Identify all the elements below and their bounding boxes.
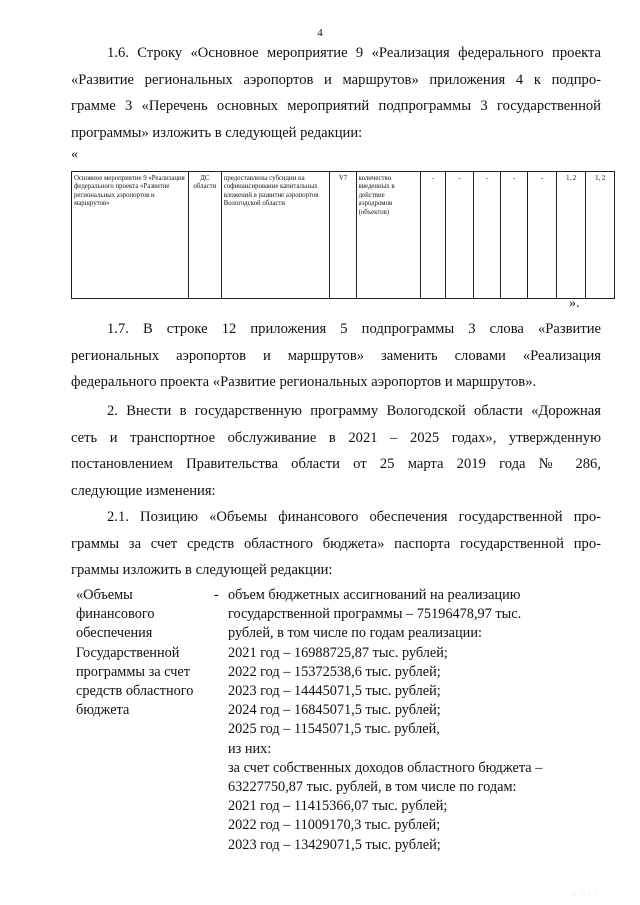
text-line: «Объемы <box>76 587 133 603</box>
text-line: 2. Внести в государственную программу Вологодской области «Дорожная <box>107 403 601 419</box>
scan-artifact: · · · · <box>573 892 600 898</box>
text-line: рублей, в том числе по годам реализации: <box>228 625 482 642</box>
text-line: Государственной <box>76 644 180 661</box>
table-row <box>72 172 615 299</box>
passport-dash: - <box>214 587 219 603</box>
text-line: 1.7. В строке 12 приложения 5 подпрограммы 3 слова «Развитие <box>107 321 601 337</box>
paragraph-1-6 <box>71 40 601 146</box>
text-line: средств областного <box>76 683 194 700</box>
measure-table <box>71 171 615 299</box>
table-cell-measure: Основное мероприятие 9 «Реализация федерального проекта «Развитие региональных аэропортов и маршрутов» <box>72 172 189 299</box>
table-cell-value: - <box>420 172 445 299</box>
text-line: сеть и транспортное обслуживание в 2021 – 2025 годах», утвержденную <box>71 429 601 446</box>
closing-quote: ». <box>569 296 580 311</box>
text-line: «Развитие региональных аэропортов и маршрутов» приложения 4 к подпро- <box>71 71 601 88</box>
text-line: за счет собственных доходов областного бюджета – <box>228 759 543 776</box>
text-line: 1.6. Строку «Основное мероприятие 9 «Реализация федерального проекта <box>107 45 601 61</box>
text-line: следующие изменения: <box>71 482 216 499</box>
table-cell-code: V7 <box>330 172 356 299</box>
table-cell-executor: ДС области <box>189 172 222 299</box>
paragraph-1-7 <box>71 316 601 396</box>
table-cell-value: - <box>528 172 556 299</box>
paragraph-2-1 <box>71 504 601 584</box>
text-line: программы за счет <box>76 663 190 680</box>
text-line: 63227750,87 тыс. рублей, в том числе по годам: <box>228 779 517 796</box>
text-line: финансового <box>76 606 155 623</box>
text-line: 2022 год – 15372538,6 тыс. рублей; <box>228 663 441 680</box>
text-line: граммы изложить в следующей редакции: <box>71 562 333 579</box>
text-line: федерального проекта «Развитие региональных аэропортов и маршрутов». <box>71 374 537 391</box>
opening-quote: « <box>71 147 78 162</box>
passport-label <box>76 586 216 720</box>
text-line: грамме 3 «Перечень основных мероприятий подпрограммы 3 государственной <box>71 98 601 115</box>
table-cell-value: - <box>473 172 500 299</box>
text-line: 2024 год – 16845071,5 тыс. рублей; <box>228 702 441 719</box>
text-line: постановлением Правительства области от 25 марта 2019 года № 286, <box>71 456 601 473</box>
text-line: 2023 год – 14445071,5 тыс. рублей; <box>228 683 441 700</box>
text-line: 2023 год – 13429071,5 тыс. рублей; <box>228 836 441 853</box>
text-line: 2021 год – 16988725,87 тыс. рублей; <box>228 644 448 661</box>
text-line: 2021 год – 11415366,07 тыс. рублей; <box>228 798 448 815</box>
table-cell-result: предоставлены субсидии на софинансирование капитальных вложений в развитие аэропортов Вологодской области <box>221 172 330 299</box>
text-line: программы» изложить в следующей редакции: <box>71 124 363 141</box>
text-line: 2025 год – 11545071,5 тыс. рублей, <box>228 721 440 738</box>
text-line: региональных аэропортов и маршрутов» заменить словами «Реализация <box>71 347 601 364</box>
text-line: бюджета <box>76 702 130 719</box>
text-line: 2022 год – 11009170,3 тыс. рублей; <box>228 817 441 834</box>
table-cell-task: 1, 2 <box>586 172 615 299</box>
passport-values <box>228 586 608 855</box>
text-line: государственной программы – 75196478,97 тыс. <box>228 606 522 623</box>
table-cell-indicator: количество введенных в действие аэродромов (объектов) <box>356 172 420 299</box>
text-line: объем бюджетных ассигнований на реализацию <box>228 587 521 603</box>
table-cell-task: 1, 2 <box>556 172 586 299</box>
table-cell-value: - <box>501 172 528 299</box>
text-line: 2.1. Позицию «Объемы финансового обеспечения государственной про- <box>107 509 601 525</box>
page-number: 4 <box>317 27 323 39</box>
text-line: граммы за счет средств областного бюджета» паспорта государственной про- <box>71 535 601 552</box>
text-line: из них: <box>228 740 272 757</box>
paragraph-2 <box>71 398 601 504</box>
table-cell-value: - <box>446 172 473 299</box>
text-line: обеспечения <box>76 625 153 642</box>
